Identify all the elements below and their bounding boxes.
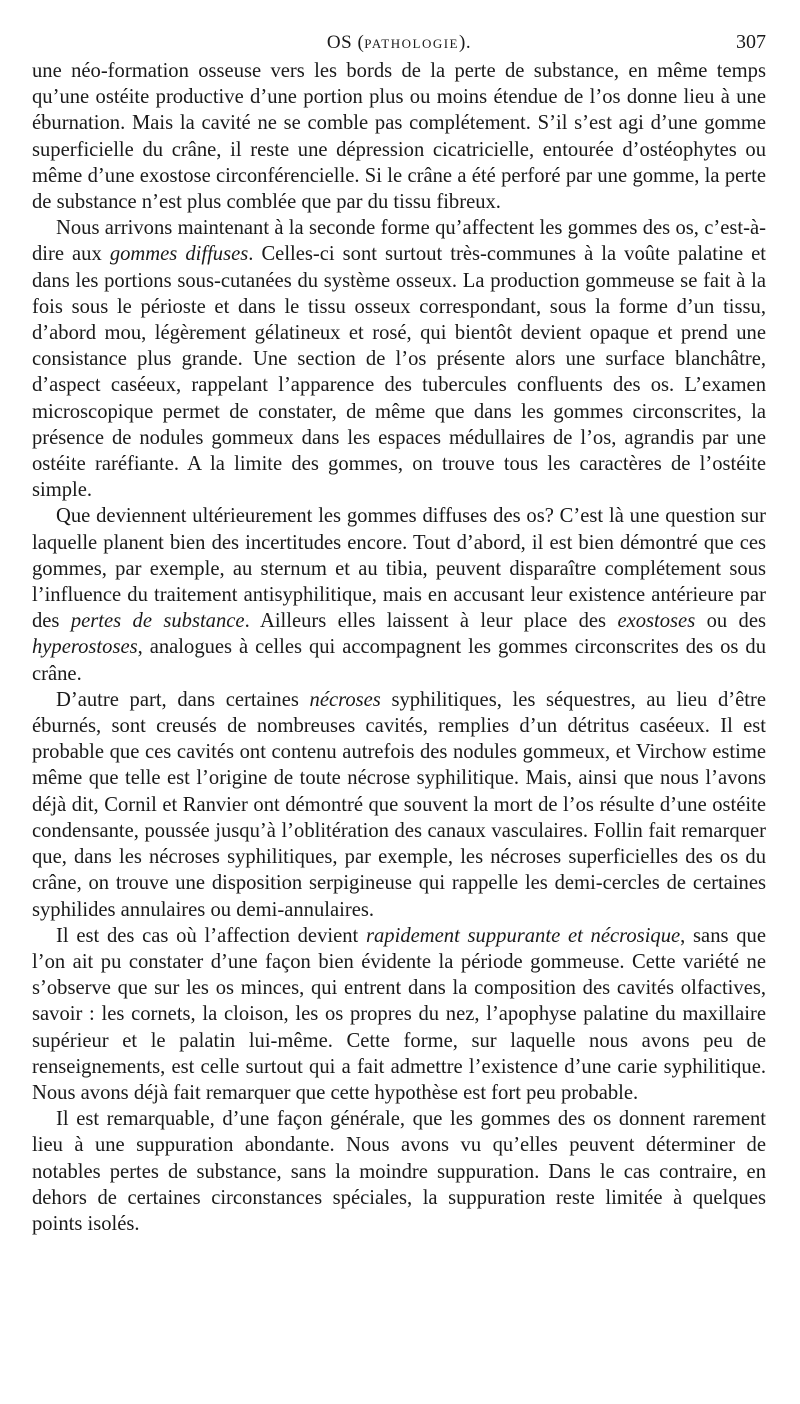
paragraph-text: , analogues à celles qui accompagnent les gommes circonscrites des os du crâne. <box>32 636 766 685</box>
paragraph <box>32 58 766 215</box>
document-page <box>32 28 766 1237</box>
paragraph <box>32 923 766 1106</box>
paragraph <box>32 687 766 923</box>
running-title-smallcaps: PATHOLOGIE <box>364 36 459 51</box>
paragraph-text: Que deviennent ultérieurement les gommes diffuses des os? C’est là une question sur laquelle planent bien des incertitudes encore. Tout d’abord, il est bien démontré que ces gommes, par exemple, au sternum et au tibia, peuvent disparaître complétement sous l’influence du traitement antisyphilitique, mais en accusant leur existence antérieure par des <box>32 505 766 633</box>
italic-text: pertes de substance <box>70 610 245 633</box>
paragraph-text: une néo-formation osseuse vers les bords de la perte de substance, en même temps qu’une ostéite productive d’une portion plus ou moins étendue de l’os donne lieu à une éburnation. Mais la cavité ne se comble pas complétement. S’il s’est agi d’une gomme superficielle du crâne, il reste une dépression cicatricielle, entourée d’ostéophytes ou même d’une exostose circonférencielle. Si le crâne a été perforé par une gomme, la perte de substance n’est plus comblée que par du tissu fibreux. <box>32 60 766 214</box>
body-text <box>32 58 766 1237</box>
paragraph-text: Il est remarquable, d’une façon générale, que les gommes des os donnent rarement lieu à une suppuration abondante. Nous avons vu qu’elles peuvent déterminer de notables pertes de substance, sans la moindre suppuration. Dans le cas contraire, en dehors de certaines circonstances spéciales, la suppuration reste limitée à quelques points isolés. <box>32 1108 766 1235</box>
italic-text: rapidement suppurante et nécrosique <box>366 924 681 947</box>
running-title <box>32 32 766 54</box>
paragraph-text: syphilitiques, les séquestres, au lieu d’être éburnés, sont creusés de nombreuses cavités, remplies d’un détritus caséeux. Il est probable que ces cavités ont contenu autrefois des nodules gommeux, et Virchow estime même que telle est l’origine de toute nécrose syphilitique. Mais, ainsi que nous l’avons déjà dit, Cornil et Ranvier ont démontré que souvent la mort de l’os résulte d’une ostéite condensante, poussée jusqu’à l’oblitération des canaux vasculaires. Follin fait remarquer que, dans les nécroses syphilitiques, par exemple, les nécroses superficielles des os du crâne, on trouve une disposition serpigineuse qui rappelle les demi-cercles de certaines syphilides annulaires ou demi-annulaires. <box>32 688 767 921</box>
italic-text: hyperostoses <box>32 636 138 659</box>
paragraph <box>32 1106 766 1237</box>
paragraph-text: , sans que l’on ait pu constater d’une façon bien évidente la période gommeuse. Cette variété ne s’observe que sur les os minces, qui entrent dans la composition des cavités olfactives, savoir : les cornets, la cloison, les os propres du nez, l’apophyse palatine du maxillaire supérieur et le palatin lui-même. Cette forme, sur laquelle nous avons peu de renseignements, est celle surtout qui a fait admettre l’existence d’une carie syphilitique. Nous avons déjà fait remarquer que cette hypothèse est fort peu probable. <box>32 924 766 1104</box>
paragraph-text: Nous arrivons maintenant à la seconde forme qu’affectent les gommes des os, c’est-à-dire aux <box>32 217 766 266</box>
paragraph <box>32 503 766 686</box>
page-number: 307 <box>736 31 766 53</box>
paragraph-text: ou des <box>695 610 767 633</box>
paragraph-text: D’autre part, dans certaines <box>56 688 310 711</box>
italic-text: exostoses <box>617 610 696 633</box>
italic-text: gommes diffuses <box>109 243 249 266</box>
paragraph <box>32 215 766 503</box>
running-title-end: ). <box>459 32 472 53</box>
paragraph-text: . Celles-ci sont surtout très-communes à la voûte palatine et dans les portions sous-cutanées du système osseux. La production gommeuse se fait à la fois sous le périoste et dans le tissu osseux correspondant, sous la forme d’un tissu, d’abord mou, légèrement gélatineux et rosé, qui bientôt devient opaque et prend une consistance plus grande. Une section de l’os présente alors une surface blanchâtre, d’aspect caséeux, rappelant l’apparence des tubercules confluents des os. L’examen microscopique permet de constater, de même que dans les gommes circonscrites, la présence de nodules gommeux dans les espaces médullaires de l’os, agrandis par une ostéite raréfiante. A la limite des gommes, on trouve tous les caractères de l’ostéite simple. <box>32 243 766 502</box>
running-title-main: OS ( <box>326 32 365 53</box>
paragraph-text: . Ailleurs elles laissent à leur place des <box>244 610 618 633</box>
paragraph-text: Il est des cas où l’affection devient <box>56 924 366 947</box>
running-head <box>32 28 766 58</box>
italic-text: nécroses <box>309 688 381 711</box>
